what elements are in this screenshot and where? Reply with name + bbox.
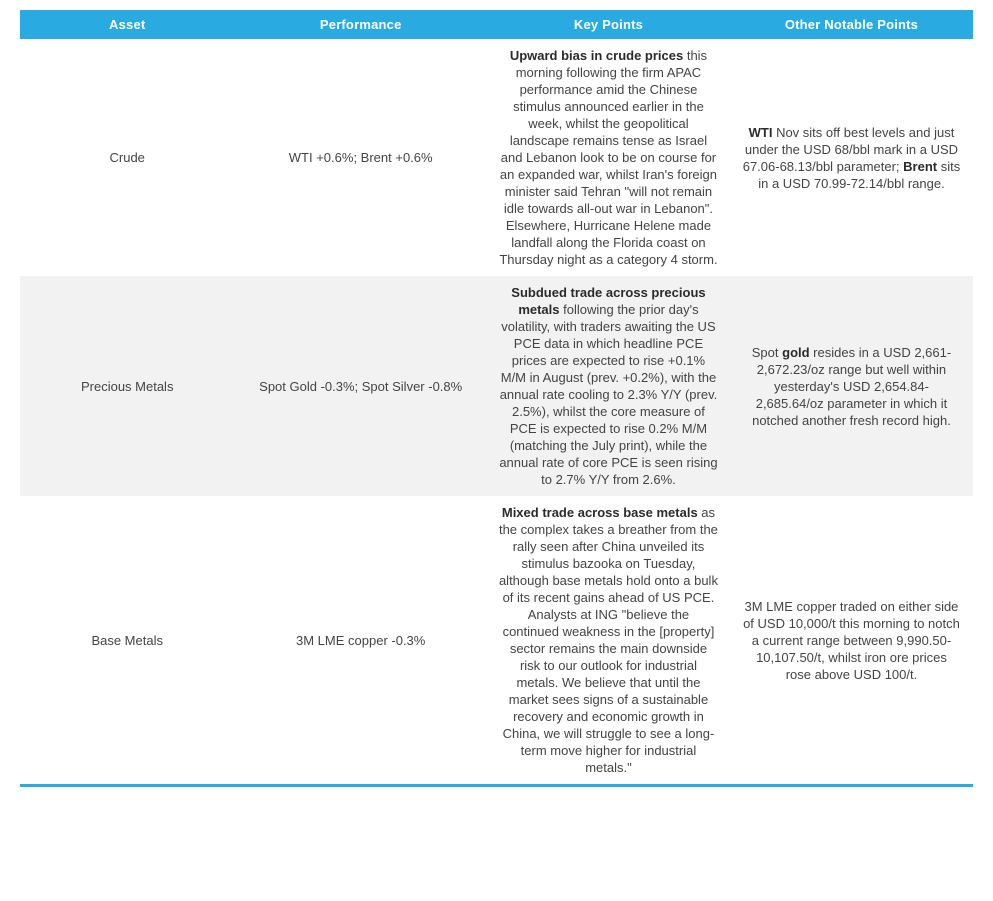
table-row: [20, 276, 973, 496]
key-points-lead: Subdued trade across precious metals: [511, 285, 706, 317]
market-commentary-table-container: [20, 10, 973, 784]
key-points-rest: this morning following the firm APAC performance amid the Chinese stimulus announced earlier in the week, whilst the geopolitical landscape remains tense as Israel and Lebanon look to be on course for an expanded war, whilst Iran's foreign minister said Tehran "will not remain idle towards all-out war in Lebanon". Elsewhere, Hurricane Helene made landfall along the Florida coast on Thursday night as a category 4 storm.: [499, 48, 718, 267]
column-header-key-points: Key Points: [487, 10, 730, 39]
other-rest: resides in a USD 2,661-2,672.23/oz range but well within yesterday's USD 2,654.84-2,685.64/oz parameter in which it notched another fresh record high.: [752, 344, 952, 428]
bottom-accent-rule: [20, 784, 973, 787]
other-mid: Nov sits off best levels and just under the USD 68/bbl mark in a USD 67.06-68.13/bbl parameter;: [742, 124, 959, 174]
column-header-asset: Asset: [20, 10, 234, 39]
key-points-lead: Upward bias in crude prices: [509, 48, 684, 63]
cell-asset: Crude: [20, 39, 234, 276]
cell-performance: Spot Gold -0.3%; Spot Silver -0.8%: [234, 276, 487, 496]
column-header-performance: Performance: [234, 10, 487, 39]
table-row: [20, 39, 973, 276]
market-commentary-table: [20, 10, 973, 784]
table-body: [20, 39, 973, 784]
table-header: [20, 10, 973, 39]
cell-key-points: [487, 39, 730, 276]
cell-asset: Precious Metals: [20, 276, 234, 496]
key-points-rest: following the prior day's volatility, with traders awaiting the US PCE data in which headline PCE prices are expected to rise +0.1% M/M in August (prev. +0.2%), with the annual rate cooling to 2.3% Y/Y (prev. 2.5%), whilst the core measure of PCE is expected to rise 0.2% M/M (matching the July print), while the annual rate of core PCE is seen rising to 2.7% Y/Y from 2.6%.: [499, 302, 718, 487]
other-mid: gold: [782, 344, 810, 360]
key-points-rest: as the complex takes a breather from the rally seen after China unveiled its stimulus bazooka on Tuesday, although base metals hold onto a bulk of its recent gains ahead of US PCE. Analysts at ING "believe the continued weakness in the [property] sector remains the main downside risk to our outlook for industrial metals. We believe that until the market sees signs of a sustainable recovery and economic growth in China, we will struggle to see a long-term move higher for industrial metals.": [498, 505, 718, 775]
cell-performance: WTI +0.6%; Brent +0.6%: [234, 39, 487, 276]
cell-key-points: [487, 276, 730, 496]
cell-other-notable-points: 3M LME copper traded on either side of USD 10,000/t this morning to notch a current range between 9,990.50-10,107.50/t, whilst iron ore prices rose above USD 100/t.: [730, 496, 973, 784]
other-lead: WTI: [748, 124, 773, 140]
key-points-lead: Mixed trade across base metals: [501, 505, 698, 520]
other-rest: sits in a USD 70.99-72.14/bbl range.: [758, 158, 961, 191]
cell-asset: Base Metals: [20, 496, 234, 784]
cell-other-notable-points: [730, 276, 973, 496]
cell-key-points: [487, 496, 730, 784]
column-header-other-notable-points: Other Notable Points: [730, 10, 973, 39]
table-row: [20, 496, 973, 784]
other-lead-2: Brent: [903, 158, 938, 174]
cell-other-notable-points: [730, 39, 973, 276]
table-header-row: [20, 10, 973, 39]
other-lead: Spot: [751, 344, 783, 360]
cell-performance: 3M LME copper -0.3%: [234, 496, 487, 784]
